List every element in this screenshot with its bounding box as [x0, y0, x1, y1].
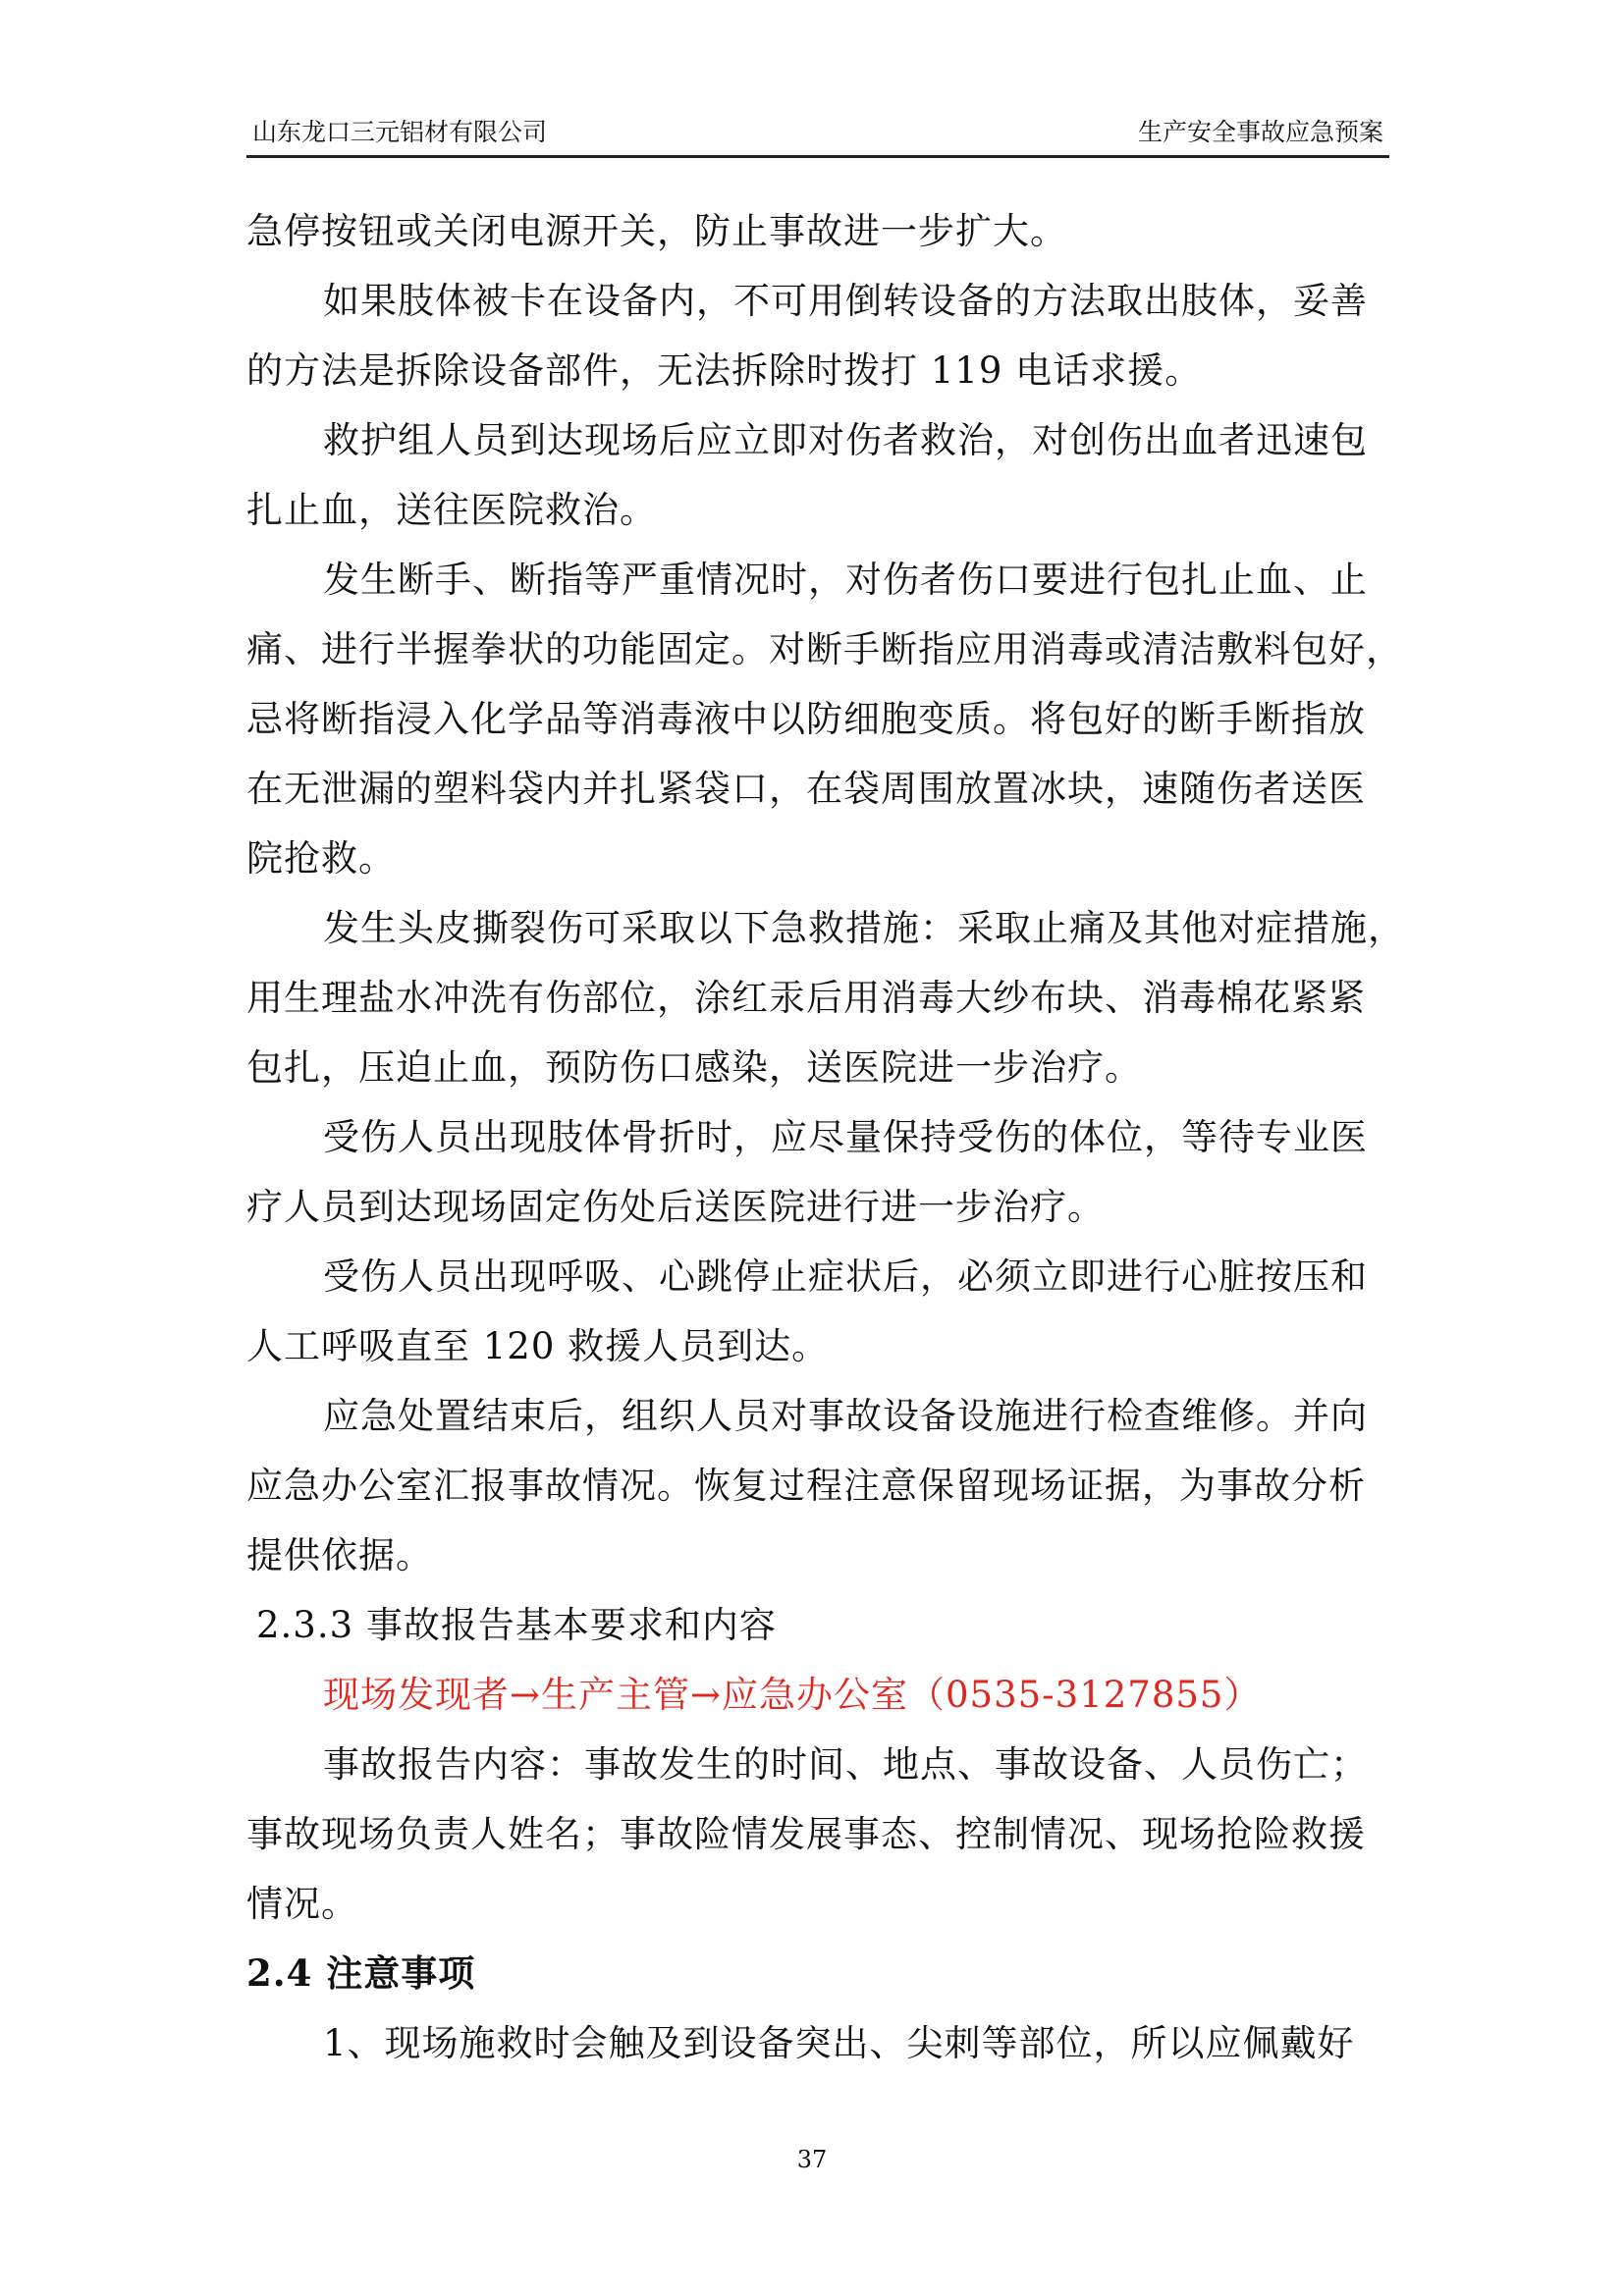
section-heading-2-4: 2.4 注意事项 [246, 1951, 476, 1995]
paragraph-line: 发生断手、断指等严重情况时，对伤者伤口要进行包扎止血、止 [323, 559, 1368, 601]
paragraph-line: 急停按钮或关闭电源开关，防止事故进一步扩大。 [246, 210, 1067, 252]
paragraph-line: 情况。 [246, 1883, 358, 1925]
paragraph-line: 扎止血，送往医院救治。 [246, 489, 657, 531]
paragraph-line: 应急办公室汇报事故情况。恢复过程注意保留现场证据，为事故分析 [246, 1465, 1366, 1507]
paragraph-line: 发生头皮撕裂伤可采取以下急救措施：采取止痛及其他对症措施， [323, 907, 1405, 949]
page-number: 37 [796, 2146, 828, 2173]
paragraph-line: 如果肢体被卡在设备内，不可用倒转设备的方法取出肢体，妥善 [323, 280, 1368, 322]
paragraph-line: 事故报告内容：事故发生的时间、地点、事故设备、人员伤亡； [323, 1743, 1368, 1786]
paragraph-line: 的方法是拆除设备部件，无法拆除时拨打 119 电话求援。 [246, 349, 1203, 392]
header-company-name: 山东龙口三元铝材有限公司 [252, 118, 548, 146]
paragraph-line: 院抢救。 [246, 837, 396, 880]
paragraph-line: 人工呼吸直至 120 救援人员到达。 [246, 1325, 830, 1367]
paragraph-line: 事故现场负责人姓名；事故险情发展事态、控制情况、现场抢险救援 [246, 1813, 1366, 1855]
paragraph-line: 应急处置结束后，组织人员对事故设备设施进行检查维修。并向 [323, 1395, 1368, 1437]
paragraph-line: 忌将断指浸入化学品等消毒液中以防细胞变质。将包好的断手断指放 [246, 698, 1366, 740]
paragraph-line: 提供依据。 [246, 1534, 433, 1576]
header-document-title: 生产安全事故应急预案 [1137, 118, 1383, 146]
paragraph-line: 受伤人员出现呼吸、心跳停止症状后，必须立即进行心脏按压和 [323, 1255, 1368, 1298]
section-heading-2-3-3: 2.3.3 事故报告基本要求和内容 [256, 1604, 777, 1646]
paragraph-line: 受伤人员出现肢体骨折时，应尽量保持受伤的体位，等待专业医 [323, 1116, 1368, 1158]
paragraph-line: 痛、进行半握拳状的功能固定。对断手断指应用消毒或清洁敷料包好， [246, 628, 1403, 670]
paragraph-line: 在无泄漏的塑料袋内并扎紧袋口，在袋周围放置冰块，速随伤者送医 [246, 768, 1366, 810]
document-body [246, 196, 1405, 2078]
paragraph-line: 包扎，压迫止血，预防伤口感染，送医院进一步治疗。 [246, 1046, 1142, 1089]
page-header [246, 116, 1389, 158]
paragraph-line: 用生理盐水冲洗有伤部位，涂红汞后用消毒大纱布块、消毒棉花紧紧 [246, 977, 1366, 1019]
paragraph-line: 疗人员到达现场固定伤处后送医院进行进一步治疗。 [246, 1186, 1105, 1228]
reporting-chain-line: 现场发现者→生产主管→应急办公室（0535-3127855） [323, 1674, 1262, 1716]
paragraph-line: 1、现场施救时会触及到设备突出、尖刺等部位，所以应佩戴好 [323, 2022, 1355, 2064]
paragraph-line: 救护组人员到达现场后应立即对伤者救治，对创伤出血者迅速包 [323, 419, 1368, 461]
